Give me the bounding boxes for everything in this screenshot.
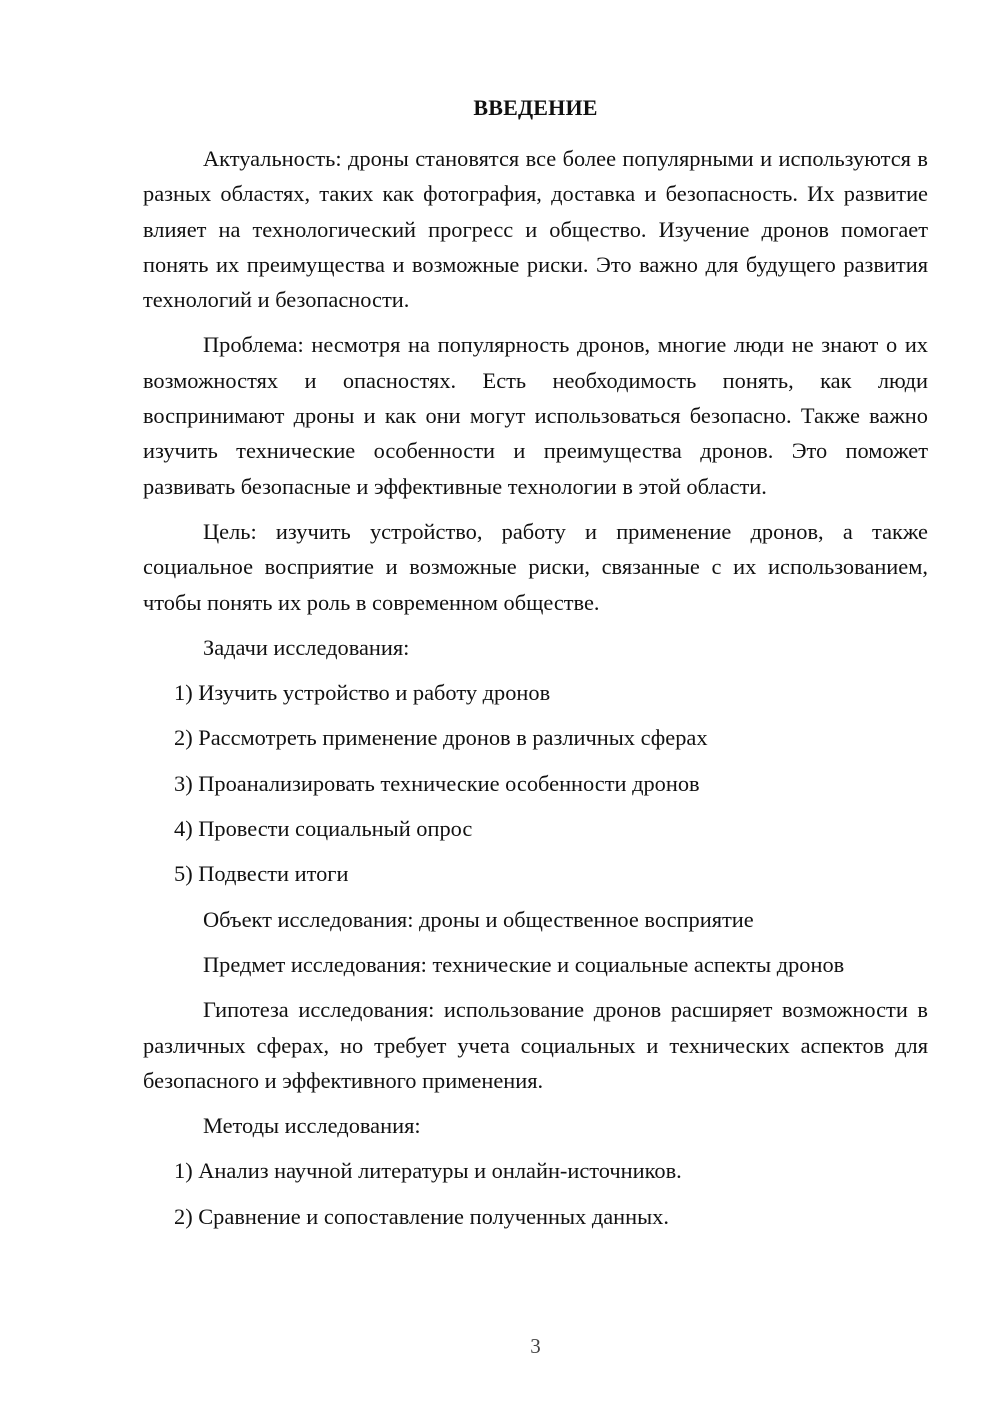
section-content bbox=[143, 141, 928, 1244]
methods-title: Методы исследования: bbox=[203, 1113, 421, 1139]
relevance-paragraph: Актуальность: дроны становятся все более популярными и используются в разных областях, таких как фотография, доставка и безопасность. Их развитие влияет на технологический прогресс и общество. Изучение дронов помогает понять их преимущества и возможные риски. Это важно для будущего развития технологий и безопасности. bbox=[143, 146, 928, 313]
tasks-title: Задачи исследования: bbox=[203, 634, 410, 660]
research-subject: Предмет исследования: технические и социальные аспекты дронов bbox=[203, 951, 845, 977]
method-item: 2) Сравнение и сопоставление полученных данных. bbox=[174, 1203, 669, 1229]
task-item: 3) Проанализировать технические особенности дронов bbox=[174, 770, 700, 796]
task-item: 1) Изучить устройство и работу дронов bbox=[174, 680, 551, 706]
document-page bbox=[143, 0, 928, 1414]
problem-paragraph: Проблема: несмотря на популярность дронов, многие люди не знают о их возможностях и опасностях. Есть необходимость понять, как люди воспринимают дроны и как они могут использоваться безопасно. Также важно изучить технические особенности и преимущества дронов. Это поможет развивать безопасные и эффективные технологии в этой области. bbox=[143, 332, 928, 499]
research-object: Объект исследования: дроны и общественное восприятие bbox=[203, 906, 754, 932]
section-heading: ВВЕДЕНИЕ bbox=[473, 95, 598, 120]
page-number: 3 bbox=[530, 1334, 541, 1358]
task-item: 4) Провести социальный опрос bbox=[174, 816, 473, 842]
task-item: 5) Подвести итоги bbox=[174, 861, 349, 887]
task-item: 2) Рассмотреть применение дронов в различных сферах bbox=[174, 725, 708, 751]
hypothesis-paragraph: Гипотеза исследования: использование дронов расширяет возможности в различных сферах, но требует учета социальных и технических аспектов для безопасного и эффективного применения. bbox=[143, 997, 928, 1093]
goal-paragraph: Цель: изучить устройство, работу и применение дронов, а также социальное восприятие и возможные риски, связанные с их использованием, чтобы понять их роль в современном обществе. bbox=[143, 518, 928, 615]
method-item: 1) Анализ научной литературы и онлайн-источников. bbox=[174, 1158, 682, 1184]
